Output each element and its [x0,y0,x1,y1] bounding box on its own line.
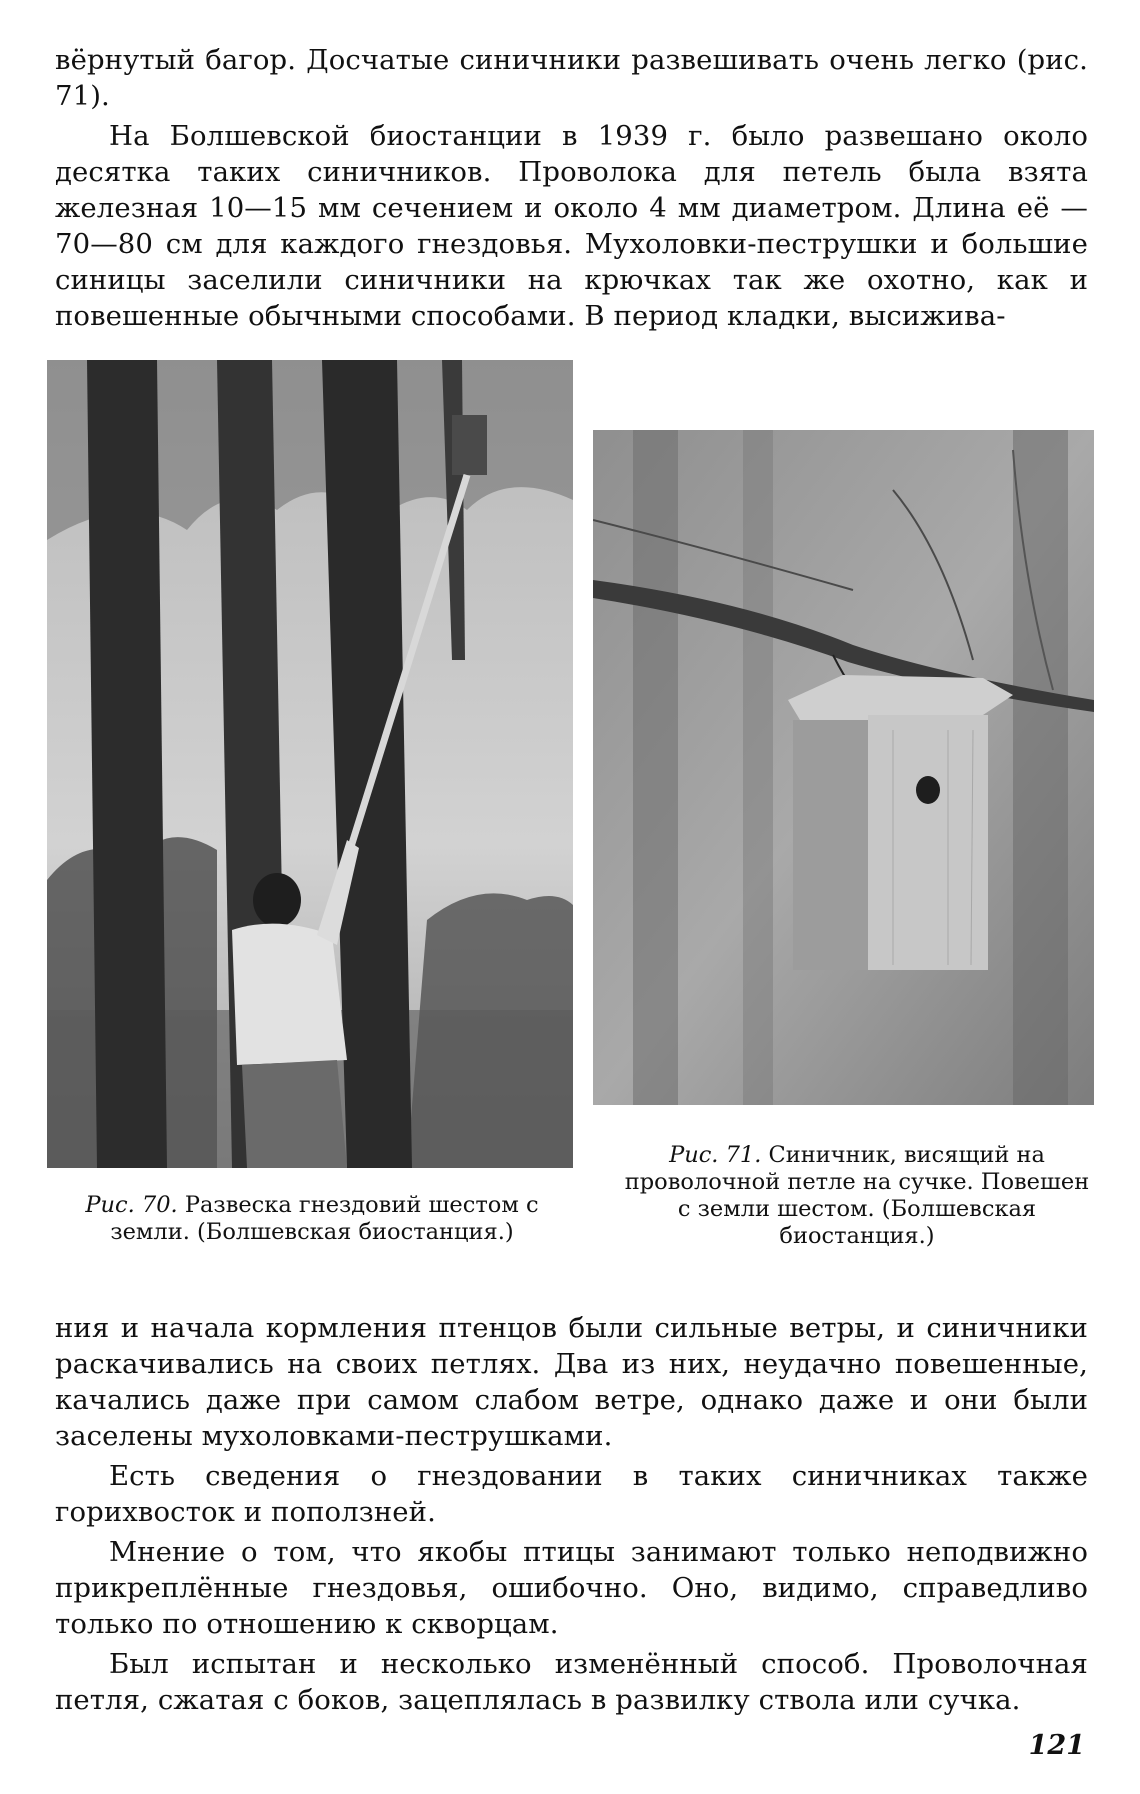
figure-70-photo [47,360,573,1168]
figure-70-label: Рис. 70. [85,1192,178,1218]
figure-70-text: Развеска гнездовий шестом с земли. (Болшевская биостанция.) [110,1192,539,1245]
figure-71-caption [622,1142,1092,1250]
paragraph-modified-method: Был испытан и несколько изменённый способ. Проволочная петля, сжатая с боков, зацеплялась в развилку ствола или сучка. [55,1648,1088,1716]
paragraph-continuation: вёрнутый багор. Досчатые синичники развешивать очень легко (рис. 71). [55,44,1088,112]
figures-area [47,360,1092,1270]
figure-70-caption [57,1192,567,1246]
top-text-block [55,42,1088,334]
paragraph-winds: ния и начала кормления птенцов были сильные ветры, и синичники раскачивались на своих петлях. Два из них, неудачно повешенные, качались даже при самом слабом ветре, однако даже и они были заселены мухоловками-пеструшками. [55,1312,1088,1452]
figure-71-photo [593,430,1094,1105]
bottom-text-block [55,1310,1088,1718]
paragraph-redstarts: Есть сведения о гнездовании в таких синичниках также горихвосток и поползней. [55,1460,1088,1528]
photo-person-hanging-nestbox-with-pole [47,360,573,1168]
photo-nestbox-hanging-on-branch [593,430,1094,1105]
paragraph-opinion: Мнение о том, что якобы птицы занимают только неподвижно прикреплённые гнездовья, ошибочно. Оно, видимо, справедливо только по отношению к скворцам. [55,1536,1088,1640]
figure-71-label: Рис. 71. [669,1142,762,1168]
figure-71-text: Синичник, висящий на проволочной петле на сучке. Повешен с земли шестом. (Болшевская биостанция.) [624,1142,1090,1249]
page-number: 121 [1028,1730,1085,1761]
paragraph-bolshevo-station: На Болшевской биостанции в 1939 г. было развешано около десятка таких синичников. Проволока для петель была взята железная 10—15 мм сечением и около 4 мм диаметром. Длина её — 70—80 см для каждого гнездовья. Мухоловки-пеструшки и большие синицы заселили синичники на крючках так же охотно, как и повешенные обычными способами. В период кладки, высижива- [55,120,1088,332]
